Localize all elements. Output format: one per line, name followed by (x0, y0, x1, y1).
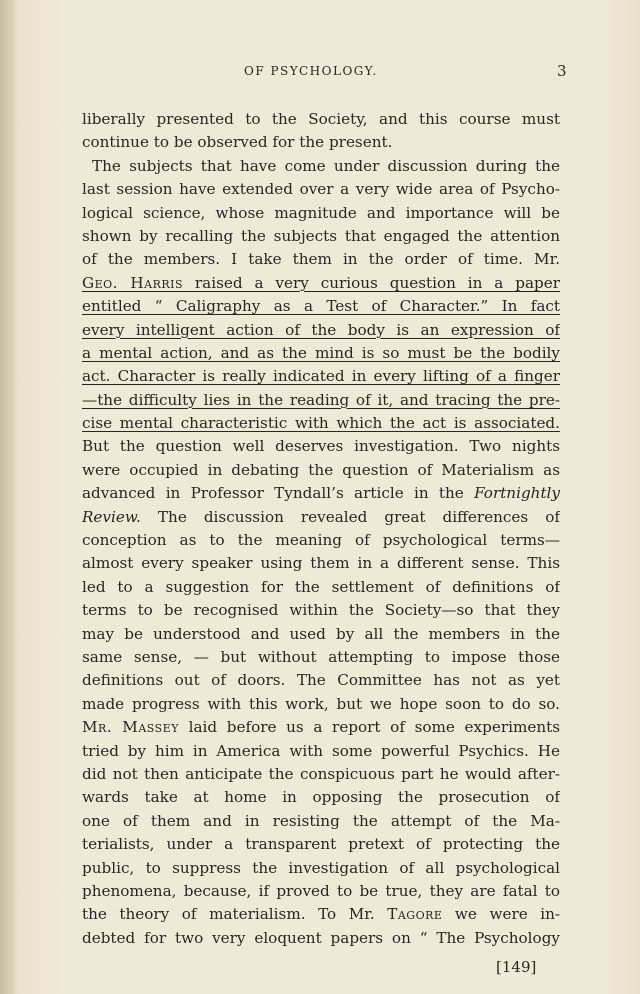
text-line: wards take at home in opposing the prosecution of (82, 788, 560, 807)
text-line: —the difficulty lies in the reading of it, and tracing the pre- (82, 390, 560, 409)
page-number: 3 (557, 62, 567, 80)
text-line: definitions out of doors. The Committee has not as yet (82, 671, 560, 690)
text-line: almost every speaker using them in a different sense. This (82, 554, 560, 573)
text-line: last session have extended over a very wide area of Psycho- (82, 180, 560, 199)
journal-title: Fortnightly (474, 484, 560, 503)
text-line: every intelligent action of the body is an expression of (82, 320, 560, 339)
text-line: were occupied in debating the question of Materialism as (82, 460, 560, 479)
text-fragment: advanced in Professor Tyndall’s article in the (82, 484, 464, 503)
page-header (0, 64, 640, 84)
text-line: same sense, — but without attempting to impose those (82, 647, 560, 666)
text-line: liberally presented to the Society, and this course must (82, 110, 560, 128)
text-line: continue to be observed for the present. (82, 133, 393, 152)
text-line: entitled “ Caligraphy as a Test of Character.” In fact (82, 297, 560, 316)
name-harris: Geo. Harris (82, 273, 184, 292)
text-line: one of them and in resisting the attempt of the Ma- (82, 811, 560, 830)
text-line: a mental action, and as the mind is so must be the bodily (82, 343, 560, 362)
text-line: terms to be recognised within the Society—so that they (82, 601, 560, 620)
body-text (82, 108, 560, 950)
text-line: terialists, under a transparent pretext of protecting the (82, 835, 560, 854)
text-line (82, 506, 560, 529)
text-line: But the question well deserves investigation. Two nights (82, 437, 560, 456)
text-line (82, 482, 560, 505)
text-fragment: The discussion revealed great differences of (140, 507, 560, 526)
text-line: may be understood and used by all the members in the (82, 624, 560, 643)
journal-title-continued: Review. (82, 507, 141, 526)
binding-gutter (0, 0, 14, 994)
text-line: conception as to the meaning of psychological terms— (82, 531, 560, 550)
text-line: did not then anticipate the conspicuous part he would after- (82, 764, 560, 783)
text-line: debted for two very eloquent papers on “ The Psychology (82, 928, 560, 947)
text-line: led to a suggestion for the settlement of definitions of (82, 577, 560, 596)
text-line (82, 716, 560, 739)
text-line: logical science, whose magnitude and importance will be (82, 203, 560, 222)
text-line: of the members. I take them in the order of time. Mr. (82, 250, 560, 269)
text-line: made progress with this work, but we hope soon to do so. (82, 694, 560, 713)
text-line: shown by recalling the subjects that engaged the attention (82, 226, 560, 245)
text-line: public, to suppress the investigation of all psychological (82, 858, 560, 877)
running-head: OF PSYCHOLOGY. (244, 64, 378, 78)
text-fragment: raised a very curious question in a paper (183, 273, 560, 292)
text-line (82, 903, 560, 926)
text-fragment: the theory of materialism. To Mr. (82, 905, 375, 924)
text-line: phenomena, because, if proved to be true, they are fatal to (82, 881, 560, 900)
text-line: act. Character is really indicated in every lifting of a finger (82, 367, 560, 386)
text-line: The subjects that have come under discussion during the (92, 156, 560, 175)
text-line: cise mental characteristic with which the act is associated. (82, 414, 560, 433)
signature-mark: [149] (496, 958, 537, 976)
text-line: tried by him in America with some powerful Psychics. He (82, 741, 560, 760)
name-tagore: Tagore (387, 905, 443, 924)
text-fragment: we were in- (442, 905, 560, 924)
name-massey: Mr. Massey (82, 718, 179, 737)
text-fragment: laid before us a report of some experiments (178, 718, 560, 737)
text-line (82, 272, 560, 295)
